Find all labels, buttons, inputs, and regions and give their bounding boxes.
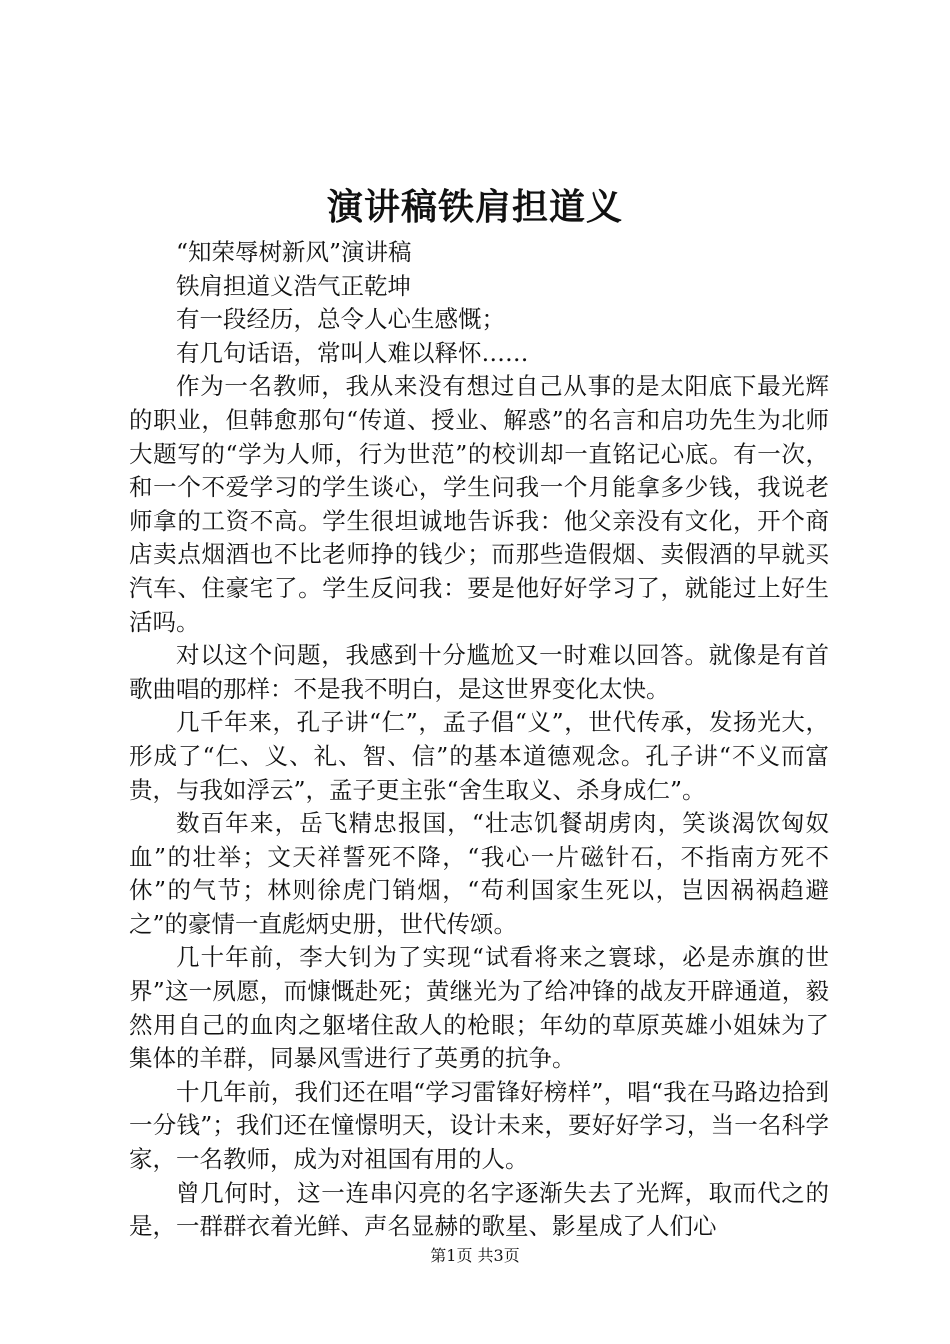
page-footer: 第1页 共3页 bbox=[430, 1246, 520, 1265]
paragraph: 作为一名教师，我从来没有想过自己从事的是太阳底下最光辉的职业，但韩愈那句“传道、授业、解惑”的名言和启功先生为北师大题写的“学为人师，行为世范”的校训却一直铭记心底。有一次，和一个不爱学习的学生谈心，学生问我一个月能拿多少钱，我说老师拿的工资不高。学生很坦诚地告诉我：他父亲没有文化，开个商店卖点烟酒也不比老师挣的钱少；而那些造假烟、卖假酒的早就买汽车、住豪宅了。学生反问我：要是他好好学习了，就能过上好生活吗。 bbox=[129, 372, 829, 636]
paragraph: 曾几何时，这一连串闪亮的名字逐渐失去了光辉，取而代之的是，一群群衣着光鲜、声名显赫的歌星、影星成了人们心 bbox=[129, 1178, 829, 1241]
paragraph-subtitle: “知荣辱树新风”演讲稿 bbox=[176, 238, 412, 266]
paragraph: 几千年来，孔子讲“仁”，孟子倡“义”，世代传承，发扬光大，形成了“仁、义、礼、智、信”的基本道德观念。孔子讲“不义而富贵，与我如浮云”，孟子更主张“舍生取义、杀身成仁”。 bbox=[129, 708, 829, 804]
paragraph: 十几年前，我们还在唱“学习雷锋好榜样”，唱“我在马路边拾到一分钱”；我们还在憧憬明天，设计未来，要好好学习，当一名科学家，一名教师，成为对祖国有用的人。 bbox=[129, 1077, 829, 1174]
document-title: 演讲稿铁肩担道义 bbox=[326, 186, 623, 228]
paragraph-heading: 铁肩担道义浩气正乾坤 bbox=[176, 271, 411, 300]
paragraph: 几十年前，李大钊为了实现“试看将来之寰球，必是赤旗的世界”这一夙愿，而慷慨赴死；黄继光为了给冲锋的战友开辟通道，毅然用自己的血肉之躯堵住敌人的枪眼；年幼的草原英雄小姐妹为了集体的羊群，同暴风雪进行了英勇的抗争。 bbox=[129, 943, 829, 1073]
paragraph: 有一段经历，总令人心生感慨； bbox=[176, 305, 505, 334]
document-body bbox=[129, 236, 829, 1244]
paragraph: 对以这个问题，我感到十分尴尬又一时难以回答。就像是有首歌曲唱的那样：不是我不明白，是这世界变化太快。 bbox=[129, 641, 829, 703]
paragraph: 数百年来，岳飞精忠报国，“壮志饥餐胡虏肉，笑谈渴饮匈奴血”的壮举；文天祥誓死不降，“我心一片磁针石，不指南方死不休”的气节；林则徐虎门销烟，“苟利国家生死以，岂因祸祸趋避之”的豪情一直彪炳史册，世代传颂。 bbox=[129, 809, 829, 938]
paragraph: 有几句话语，常叫人难以释怀…… bbox=[176, 338, 529, 367]
